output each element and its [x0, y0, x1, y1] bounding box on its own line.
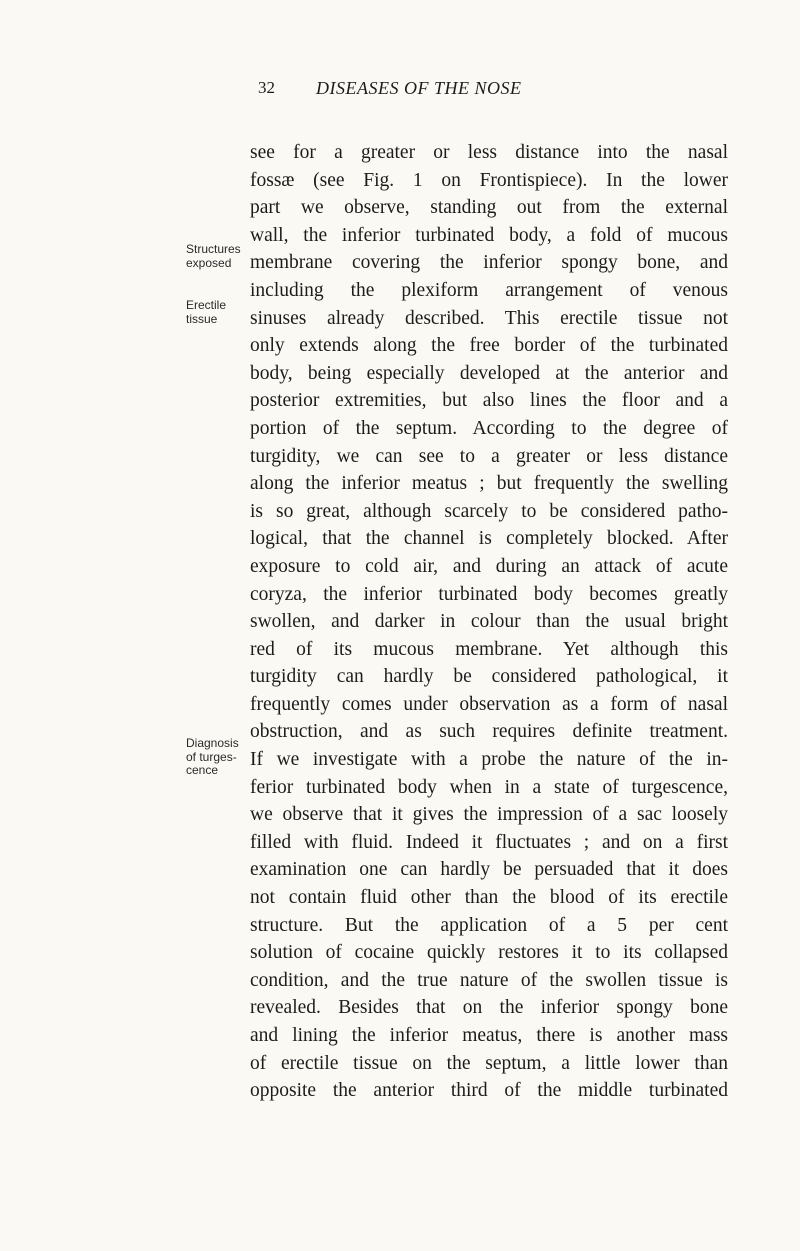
text-line: If we investigate with a probe the nature of the in- — [250, 749, 728, 771]
text-line: part we observe, standing out from the external — [250, 197, 728, 219]
text-line: and lining the inferior meatus, there is another mass — [250, 1025, 728, 1046]
sidenote-line: Diagnosis — [186, 736, 239, 750]
sidenote-line: cence — [186, 763, 219, 777]
text-line: turgidity, we can see to a greater or less distance — [250, 445, 728, 467]
text-line: opposite the anterior third of the middle turbinated — [250, 1080, 728, 1102]
text-line: including the plexiform arrangement of venous — [250, 279, 728, 301]
text-line: logical, that the channel is completely blocked. After — [250, 528, 728, 550]
text-line: sinuses already described. This erectile tissue not — [250, 307, 728, 329]
body-text — [250, 139, 728, 1105]
text-line: red of its mucous membrane. Yet although this — [250, 638, 728, 660]
text-line: solution of cocaine quickly restores it to its collapsed — [250, 942, 728, 964]
text-line: turgidity can hardly be considered pathological, it — [250, 666, 728, 688]
text-line: posterior extremities, but also lines the floor and a — [250, 390, 728, 412]
text-line: wall, the inferior turbinated body, a fold of mucous — [250, 224, 728, 246]
text-line: swollen, and darker in colour than the usual bright — [250, 611, 728, 633]
text-line: ferior turbinated body when in a state of turgescence, — [250, 776, 728, 798]
text-line: condition, and the true nature of the swollen tissue is — [250, 969, 728, 991]
text-line: of erectile tissue on the septum, a little lower than — [250, 1052, 728, 1074]
text-line: structure. But the application of a 5 per cent — [250, 914, 728, 936]
text-line: body, being especially developed at the anterior and — [250, 362, 728, 384]
sidenote-line: Structures — [186, 242, 241, 256]
text-line: along the inferior meatus ; but frequently the swelling — [250, 473, 728, 495]
text-line: we observe that it gives the impression of a sac loosely — [250, 804, 728, 826]
text-line: revealed. Besides that on the inferior spongy bone — [250, 997, 728, 1019]
text-line: coryza, the inferior turbinated body becomes greatly — [250, 583, 728, 605]
text-line: membrane covering the inferior spongy bone, and — [250, 252, 728, 274]
text-line: exposure to cold air, and during an attack of acute — [250, 555, 728, 577]
sidenote-line: Erectile — [186, 298, 227, 312]
text-line: fossæ (see Fig. 1 on Frontispiece). In the lower — [250, 169, 728, 191]
text-line: portion of the septum. According to the degree of — [250, 417, 728, 439]
sidenote-erectile-tissue — [186, 299, 248, 326]
text-line: examination one can hardly be persuaded that it does — [250, 859, 728, 881]
text-line: not contain fluid other than the blood of its erectile — [250, 887, 728, 909]
text-line: frequently comes under observation as a form of nasal — [250, 693, 728, 715]
page-number: 32 — [258, 78, 275, 97]
text-line: is so great, although scarcely to be considered patho- — [250, 500, 728, 522]
sidenote-line: exposed — [186, 255, 232, 270]
running-title: DISEASES OF THE NOSE — [316, 78, 522, 98]
text-line: filled with fluid. Indeed it fluctuates ; and on a first — [250, 831, 728, 853]
text-line: only extends along the free border of the turbinated — [250, 335, 728, 357]
sidenote-line: tissue — [186, 311, 218, 326]
text-line: obstruction, and as such requires definite treatment. — [250, 721, 728, 743]
text-line: see for a greater or less distance into the nasal — [250, 142, 728, 163]
sidenote-diagnosis-of-turgescence — [186, 737, 248, 778]
sidenote-line: of turges- — [186, 749, 237, 764]
page-header — [258, 78, 598, 104]
sidenote-structures-exposed — [186, 243, 248, 270]
